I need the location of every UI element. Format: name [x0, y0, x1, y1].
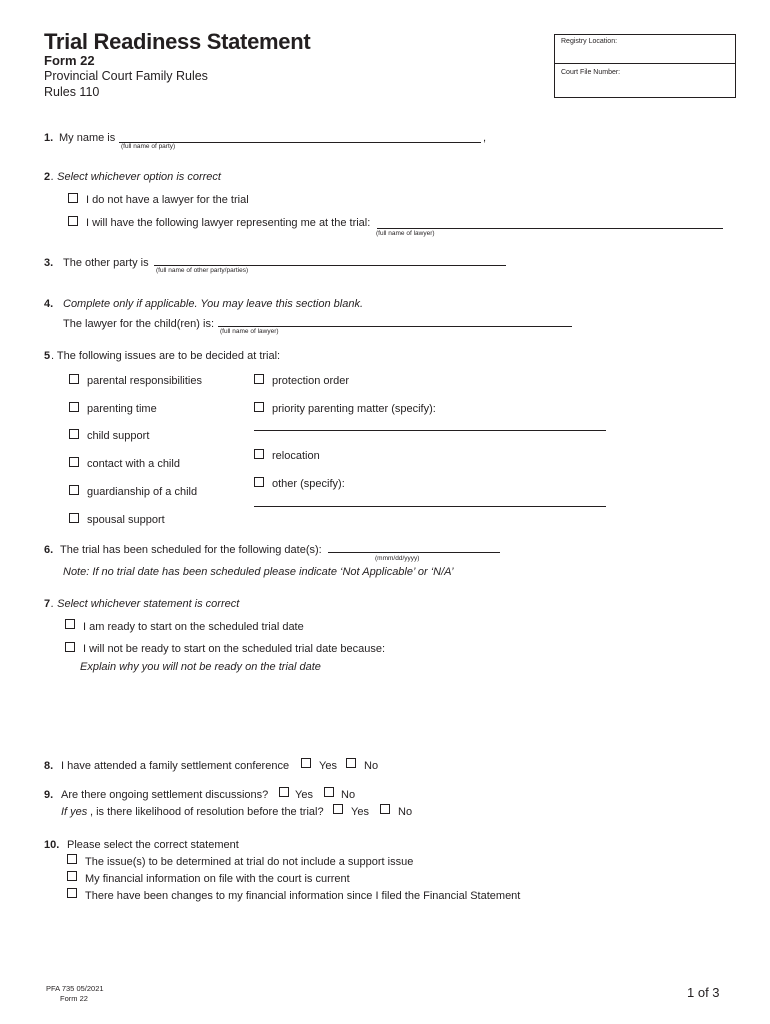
- q2-hint: (full name of lawyer): [376, 230, 435, 237]
- resolution-label: , is there likelihood of resolution before the trial?: [90, 806, 324, 818]
- contact-with-child-label: contact with a child: [87, 458, 180, 470]
- discussions-yes-checkbox[interactable]: [279, 787, 289, 797]
- q6-label: The trial has been scheduled for the following date(s):: [60, 544, 322, 556]
- guardianship-checkbox[interactable]: [69, 485, 79, 495]
- parenting-time-label: parenting time: [87, 403, 157, 415]
- other-issue-checkbox[interactable]: [254, 477, 264, 487]
- resolution-yes-checkbox[interactable]: [333, 804, 343, 814]
- priority-parenting-specify-field[interactable]: [254, 430, 606, 431]
- no-support-issue-checkbox[interactable]: [67, 854, 77, 864]
- parental-responsibilities-label: parental responsibilities: [87, 375, 202, 387]
- q1-comma: ,: [483, 132, 487, 144]
- ready-checkbox[interactable]: [65, 619, 75, 629]
- no-support-issue-label: The issue(s) to be determined at trial do not include a support issue: [85, 856, 414, 868]
- q5-number: 5: [44, 350, 51, 362]
- child-support-checkbox[interactable]: [69, 429, 79, 439]
- resolution-yes-label: Yes: [351, 806, 369, 818]
- q4-hint: (full name of lawyer): [220, 328, 279, 335]
- rules-name: Provincial Court Family Rules: [44, 69, 208, 83]
- conference-no-checkbox[interactable]: [346, 758, 356, 768]
- trial-date-field[interactable]: [328, 552, 500, 553]
- financial-changed-checkbox[interactable]: [67, 888, 77, 898]
- discussions-no-label: No: [341, 789, 356, 801]
- q1-label: My name is: [59, 132, 116, 144]
- q2-label: . Select whichever option is correct: [51, 171, 221, 183]
- no-lawyer-label: I do not have a lawyer for the trial: [86, 194, 249, 206]
- rules-number: Rules 110: [44, 85, 100, 99]
- q1-hint: (full name of party): [121, 143, 176, 150]
- q9-number: 9.: [44, 789, 54, 801]
- protection-order-label: protection order: [272, 375, 350, 387]
- court-file-number-field[interactable]: [560, 76, 728, 92]
- q7-number: 7: [44, 598, 51, 610]
- registry-location-label: Registry Location:: [561, 38, 618, 45]
- q6-hint: (mmm/dd/yyyy): [375, 555, 420, 562]
- spousal-support-checkbox[interactable]: [69, 513, 79, 523]
- child-lawyer-label: The lawyer for the child(ren) is:: [63, 318, 214, 330]
- q3-number: 3.: [44, 257, 54, 269]
- contact-with-child-checkbox[interactable]: [69, 457, 79, 467]
- protection-order-checkbox[interactable]: [254, 374, 264, 384]
- relocation-checkbox[interactable]: [254, 449, 264, 459]
- spousal-support-label: spousal support: [87, 514, 165, 526]
- registry-location-field[interactable]: [560, 46, 728, 62]
- conference-yes-label: Yes: [319, 760, 337, 772]
- resolution-no-label: No: [398, 806, 413, 818]
- other-issue-label: other (specify):: [272, 478, 345, 490]
- conference-yes-checkbox[interactable]: [301, 758, 311, 768]
- q6-note: Note: If no trial date has been scheduled please indicate ‘Not Applicable’ or ‘N/A’: [63, 566, 454, 578]
- other-party-field[interactable]: [154, 265, 506, 266]
- registry-box-divider: [555, 63, 735, 64]
- q10-label: Please select the correct statement: [67, 839, 239, 851]
- q10-number: 10.: [44, 839, 60, 851]
- resolution-no-checkbox[interactable]: [380, 804, 390, 814]
- not-ready-checkbox[interactable]: [65, 642, 75, 652]
- other-specify-field[interactable]: [254, 506, 606, 507]
- parenting-time-checkbox[interactable]: [69, 402, 79, 412]
- priority-parenting-label: priority parenting matter (specify):: [272, 403, 436, 415]
- financial-current-checkbox[interactable]: [67, 871, 77, 881]
- q8-label: I have attended a family settlement conference: [61, 760, 290, 772]
- conference-no-label: No: [364, 760, 379, 772]
- financial-changed-label: There have been changes to my financial information since I filed the Financial Statement: [85, 890, 521, 902]
- q9-label: Are there ongoing settlement discussions?: [61, 789, 269, 801]
- not-ready-explanation-field[interactable]: [80, 676, 720, 746]
- child-lawyer-field[interactable]: [218, 326, 572, 327]
- q1-number: 1.: [44, 132, 54, 144]
- priority-parenting-checkbox[interactable]: [254, 402, 264, 412]
- form-number: Form 22: [44, 53, 95, 68]
- have-lawyer-checkbox[interactable]: [68, 216, 78, 226]
- court-file-number-label: Court File Number:: [561, 69, 621, 76]
- q3-label: The other party is: [63, 257, 149, 269]
- q4-number: 4.: [44, 298, 54, 310]
- guardianship-label: guardianship of a child: [87, 486, 198, 498]
- q5-label: . The following issues are to be decided at trial:: [51, 350, 281, 362]
- page-number: 1 of 3: [687, 985, 720, 1000]
- parental-responsibilities-checkbox[interactable]: [69, 374, 79, 384]
- no-lawyer-checkbox[interactable]: [68, 193, 78, 203]
- q8-number: 8.: [44, 760, 54, 772]
- relocation-label: relocation: [272, 450, 320, 462]
- q6-number: 6.: [44, 544, 54, 556]
- financial-current-label: My financial information on file with the court is current: [85, 873, 350, 885]
- q2-number: 2: [44, 171, 51, 183]
- q7-label: . Select whichever statement is correct: [51, 598, 240, 610]
- discussions-no-checkbox[interactable]: [324, 787, 334, 797]
- have-lawyer-label: I will have the following lawyer representing me at the trial:: [86, 217, 371, 229]
- form-title: Trial Readiness Statement: [44, 29, 311, 54]
- child-support-label: child support: [87, 430, 150, 442]
- footer-form-number: Form 22: [60, 994, 88, 1003]
- ready-label: I am ready to start on the scheduled trial date: [83, 621, 304, 633]
- not-ready-explain-label: Explain why you will not be ready on the trial date: [80, 661, 321, 673]
- discussions-yes-label: Yes: [295, 789, 313, 801]
- form-code: PFA 735 05/2021: [46, 984, 104, 993]
- q4-label: Complete only if applicable. You may leave this section blank.: [63, 298, 364, 310]
- not-ready-label: I will not be ready to start on the scheduled trial date because:: [83, 643, 386, 655]
- if-yes-label: If yes: [61, 806, 88, 818]
- lawyer-name-field[interactable]: [377, 228, 723, 229]
- q3-hint: (full name of other party/parties): [156, 267, 249, 274]
